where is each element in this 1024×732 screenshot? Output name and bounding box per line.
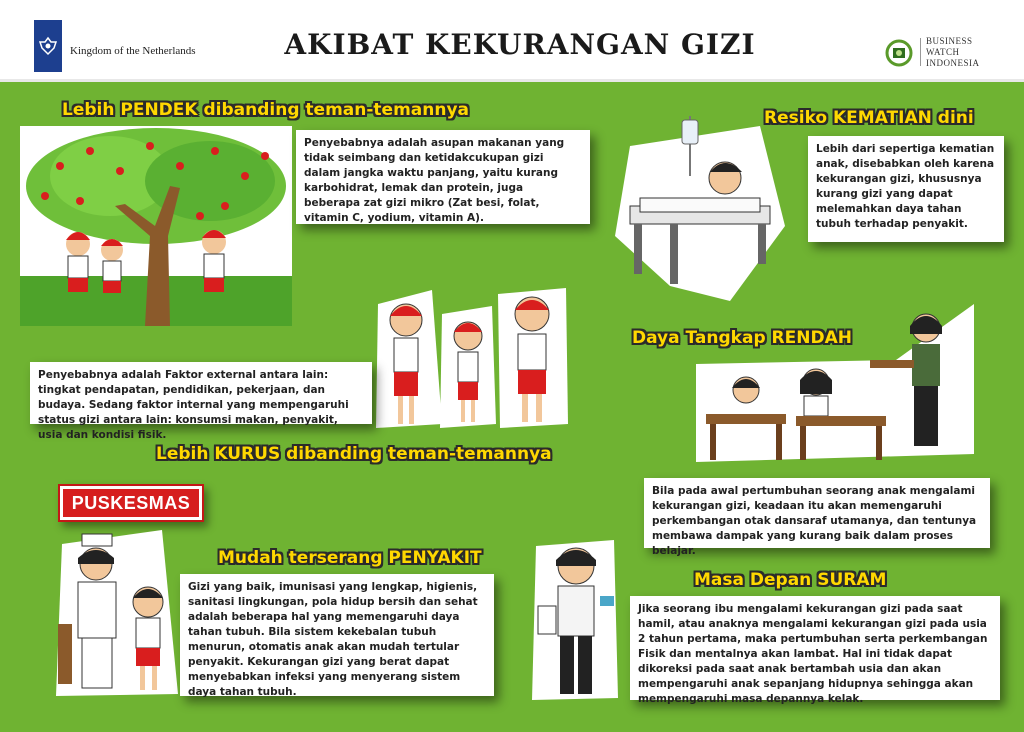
partner-logo-divider	[920, 38, 921, 66]
partner-right-label: BUSINESS WATCH INDONESIA	[926, 36, 980, 68]
sick-child-bed-illustration	[610, 106, 790, 306]
heading-kematian: Resiko KEMATIAN dini	[764, 108, 974, 128]
heading-tangkap: Daya Tangkap RENDAH	[632, 328, 852, 348]
text-penyakit: Gizi yang baik, imunisasi yang lengkap, higienis, sanitasi lingkungan, pola hidup bersih dan sehat adalah beberapa hal yang memengaruhi daya tahan tubuh. Bila sistem kekebalan tubuh menurun, otomatis anak akan mudah tertular penyakit. Kekurangan gizi yang berat dapat menyebabkan infeksi yang menyerang sistem daya tahan tubuh.	[180, 574, 494, 696]
text-kurus: Penyebabnya adalah Faktor external antara lain: tingkat pendapatan, pendidikan, pekerjaan, dan budaya. Sedang faktor internal yang mempengaruhi status gizi antara lain: konsumsi makan, penyakit, usia dan kondisi fisik.	[30, 362, 372, 424]
heading-masa-depan: Masa Depan SURAM	[694, 570, 887, 590]
heading-kurus: Lebih KURUS dibanding teman-temannya	[156, 444, 552, 464]
text-masa-depan: Jika seorang ibu mengalami kekurangan gizi pada saat hamil, atau anaknya mengalami kekurangan gizi pada usia 2 tahun pertama, maka pertumbuhan serta perkembangan Fisik dan mentalnya akan lambat. Hal ini tidak dapat dikoreksi pada saat anak bertambah usia dan akan mempengaruhi anak sepanjang hidupnya sehingga akan mempengaruhi masa depannya kelak.	[630, 596, 1000, 700]
page-title: AKIBAT KEKURANGAN GIZI	[284, 28, 756, 61]
business-watch-logo-icon	[884, 38, 914, 68]
text-pendek: Penyebabnya adalah asupan makanan yang tidak seimbang dan ketidakcukupan gizi dalam jangka waktu panjang, yaitu kurang karbohidrat, lemak dan protein, juga beberapa zat gizi mikro (Zat besi, folat, vitamin C, yodium, vitamin A).	[296, 130, 590, 224]
puskesmas-sign: PUSKESMAS	[58, 484, 204, 522]
nurse-child-illustration	[52, 524, 180, 698]
heading-penyakit: Mudah terserang PENYAKIT	[218, 548, 482, 568]
tree-children-illustration	[20, 126, 292, 326]
header-bar	[0, 0, 1024, 82]
sad-youth-illustration	[528, 536, 620, 700]
heading-pendek: Lebih PENDEK dibanding teman-temannya	[62, 100, 470, 120]
text-kematian: Lebih dari sepertiga kematian anak, disebabkan oleh karena kekurangan gizi, khususnya kurang gizi yang dapat melemahkan daya tahan tubuh terhadap penyakit.	[808, 136, 1004, 242]
classroom-illustration	[696, 304, 974, 464]
thin-children-illustration	[372, 284, 570, 434]
netherlands-emblem-icon	[34, 20, 62, 72]
partner-left-label: Kingdom of the Netherlands	[70, 45, 196, 57]
text-tangkap: Bila pada awal pertumbuhan seorang anak mengalami kekurangan gizi, keadaan itu akan memengaruhi perkembangan otak dansaraf utamanya, dan tentunya membawa dampak yang kurang baik dalam proses belajar.	[644, 478, 990, 548]
